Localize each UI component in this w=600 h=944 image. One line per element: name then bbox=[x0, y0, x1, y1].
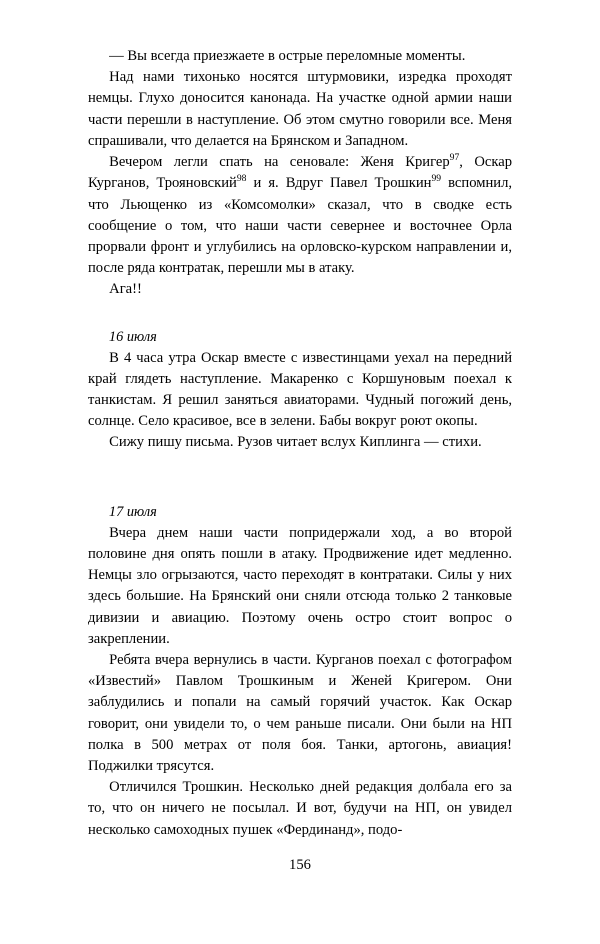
paragraph-4: Ага!! bbox=[109, 281, 142, 298]
paragraph-8: Ребята вчера вернулись в части. Курганов поехал с фотографом «Известий» Павлом Трошкиным и Женей Кригером. Они заблудились и попали на самый горячий участок. Как Оскар говорит, они увидели то, о чем раньше писали. Они были на НП полка в 500 метрах от поля боя. Танки, артогонь, авиация! Поджилки трясутся. bbox=[88, 651, 512, 775]
paragraph-3 bbox=[88, 152, 512, 279]
section-gap-1 bbox=[88, 301, 512, 327]
footnote-ref-98: 98 bbox=[236, 173, 247, 185]
paragraph-2: Над нами тихонько носятся штурмовики, изредка проходят немцы. Глухо доносится канонада. На участке одной армии наши части перешли в наступление. Об этом смутно говорили все. Меня спрашивали, что делается на Брянском и Западном. bbox=[88, 69, 512, 149]
paragraph-1: — Вы всегда приезжаете в острые переломные моменты. bbox=[109, 48, 466, 64]
section-gap-3 bbox=[88, 480, 512, 502]
footnote-ref-99: 99 bbox=[431, 173, 442, 185]
paragraph-3-part-1: Вечером легли спать на сеновале: Женя Кригер bbox=[109, 154, 450, 171]
date-heading-17-july: 17 июля bbox=[108, 503, 157, 520]
section-gap-2 bbox=[88, 454, 512, 480]
text-column bbox=[88, 46, 512, 841]
paragraph-3-part-2: , Оскар Курганов, Трояновский bbox=[88, 154, 512, 192]
paragraph-7: Вчера днем наши части попридержали ход, а во второй половине дня опять пошли в атаку. Продвижение идет медленно. Немцы зло огрызаются, часто переходят в контратаки. Силы у них здесь большие. На Брянский они сняли отсюда только 2 танковые дивизии и авиацию. Поэтому очень остро стоит вопрос о закреплении. bbox=[88, 524, 512, 647]
paragraph-3-part-4: вспомнил, что Льющенко из «Комсомолки» сказал, что в сводке есть сообщение о том, что наши части севернее и восточнее Орла прорвали фронт и углубились на орловско-курском направлении и, после ряда контратак, перешли мы в атаку. bbox=[88, 175, 513, 277]
footnote-ref-97: 97 bbox=[449, 152, 460, 164]
paragraph-6: Сижу пишу письма. Рузов читает вслух Киплинга — стихи. bbox=[109, 434, 482, 451]
paragraph-9: Отличился Трошкин. Несколько дней редакция долбала его за то, что он ничего не посылал. И вот, будучи на НП, он увидел несколько самоходных пушек «Фердинанд», подо- bbox=[88, 779, 512, 838]
paragraph-3-part-3: и я. Вдруг Павел Трошкин bbox=[246, 175, 432, 192]
paragraph-5: В 4 часа утра Оскар вместе с известинцами уехал на передний край глядеть наступление. Макаренко с Коршуновым поехал к танкистам. Я решил заняться авиаторами. Чудный погожий день, солнце. Село красивое, все в зелени. Бабы вокруг роют окопы. bbox=[88, 349, 512, 430]
date-heading-16-july: 16 июля bbox=[108, 328, 157, 345]
page-number: 156 bbox=[289, 857, 311, 873]
